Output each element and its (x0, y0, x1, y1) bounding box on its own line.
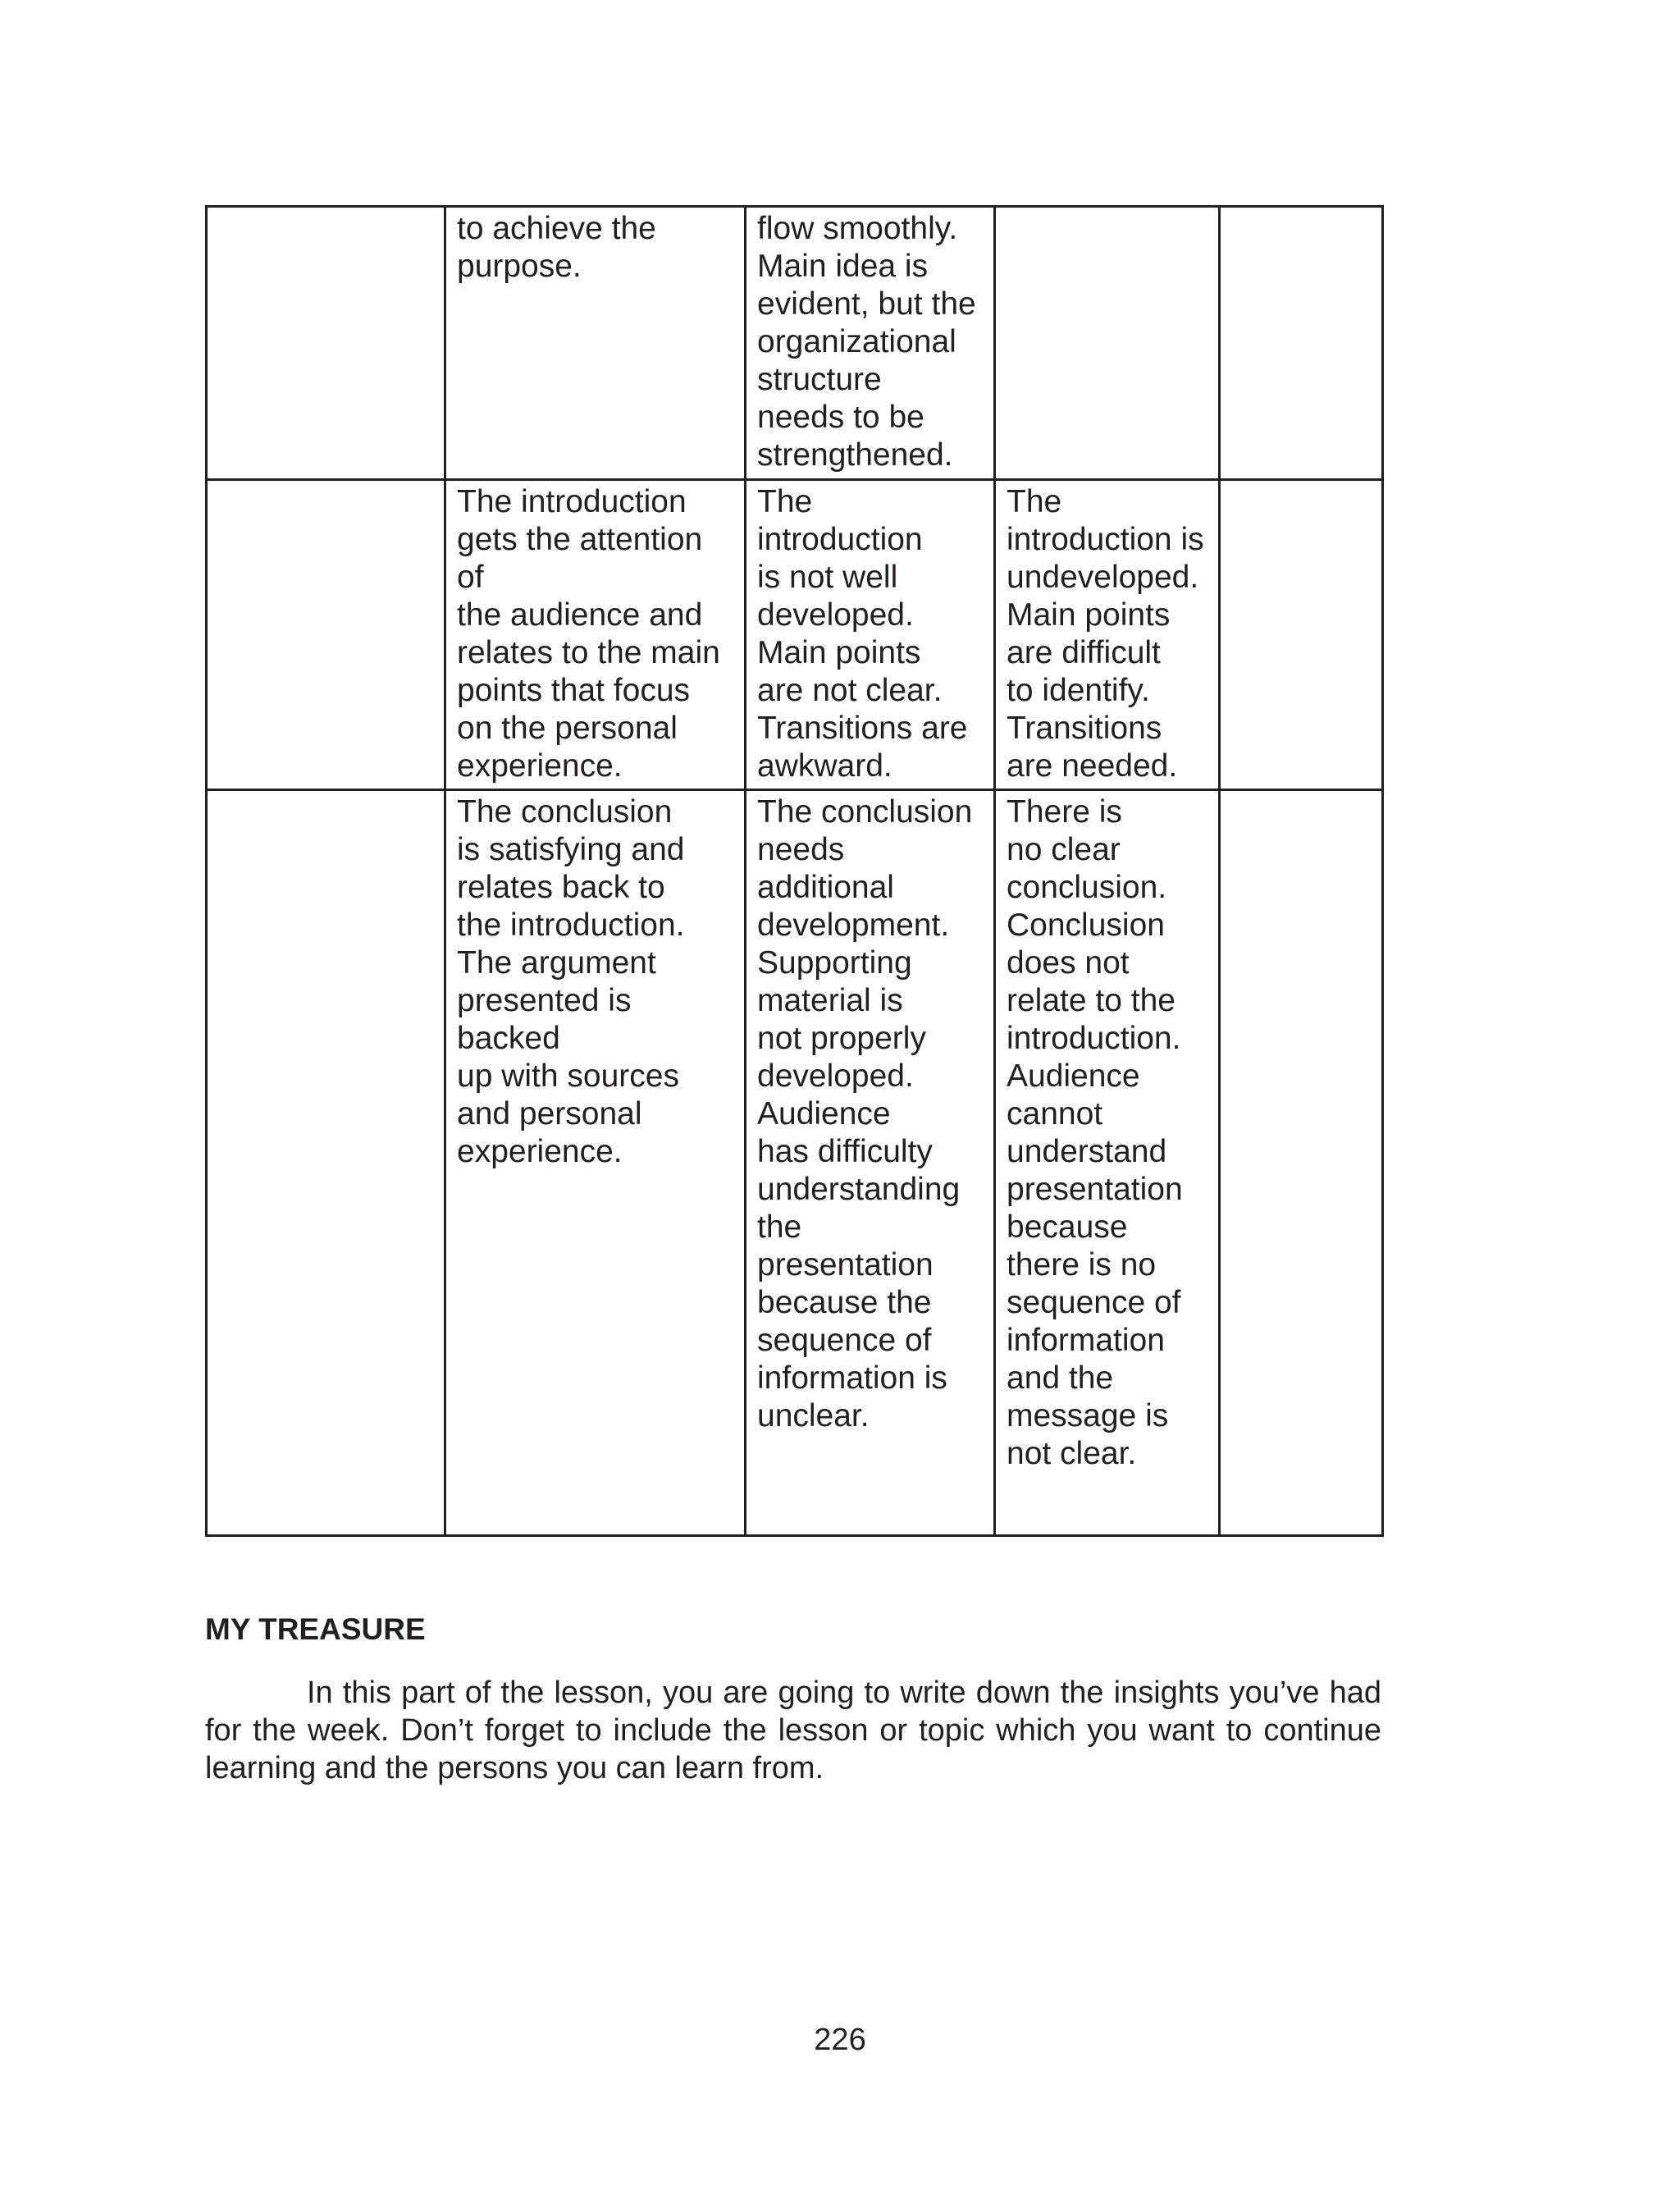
table-row (207, 790, 1383, 1536)
rubric-cell (995, 207, 1220, 480)
table-row (207, 207, 1383, 480)
rubric-cell: to achieve the purpose. (445, 207, 746, 480)
table-row (207, 480, 1383, 790)
rubric-cell: The introduction is not well developed. Main points are not clear. Transitions are awkward. (746, 480, 995, 790)
criteria-cell (207, 790, 445, 1536)
section-paragraph: In this part of the lesson, you are going to write down the insights you’ve had for the week. Don’t forget to include the lesson or topic which you want to continue learning and the persons you can learn from. (205, 1676, 1381, 1785)
criteria-cell (207, 207, 445, 480)
score-cell (1220, 480, 1383, 790)
score-cell (1220, 790, 1383, 1536)
rubric-cell: The introduction gets the attention of the audience and relates to the main points that focus on the personal experience. (445, 480, 746, 790)
page-number: 226 (814, 2023, 866, 2057)
rubric-cell: The conclusion is satisfying and relates back to the introduction. The argument presented is backed up with sources and personal experience. (445, 790, 746, 1536)
section-heading: MY TREASURE (205, 1612, 426, 1646)
rubric-table (205, 205, 1384, 1537)
rubric-cell: There is no clear conclusion. Conclusion does not relate to the introduction. Audience cannot understand presentation because there is no sequence of information and the message is not clear. (995, 790, 1220, 1536)
rubric-cell: flow smoothly. Main idea is evident, but the organizational structure needs to be strengthened. (746, 207, 995, 480)
criteria-cell (207, 480, 445, 790)
rubric-cell: The conclusion needs additional development. Supporting material is not properly developed. Audience has difficulty understanding the presentation because the sequence of information is unclear. (746, 790, 995, 1536)
score-cell (1220, 207, 1383, 480)
rubric-cell: The introduction is undeveloped. Main points are difficult to identify. Transitions are needed. (995, 480, 1220, 790)
